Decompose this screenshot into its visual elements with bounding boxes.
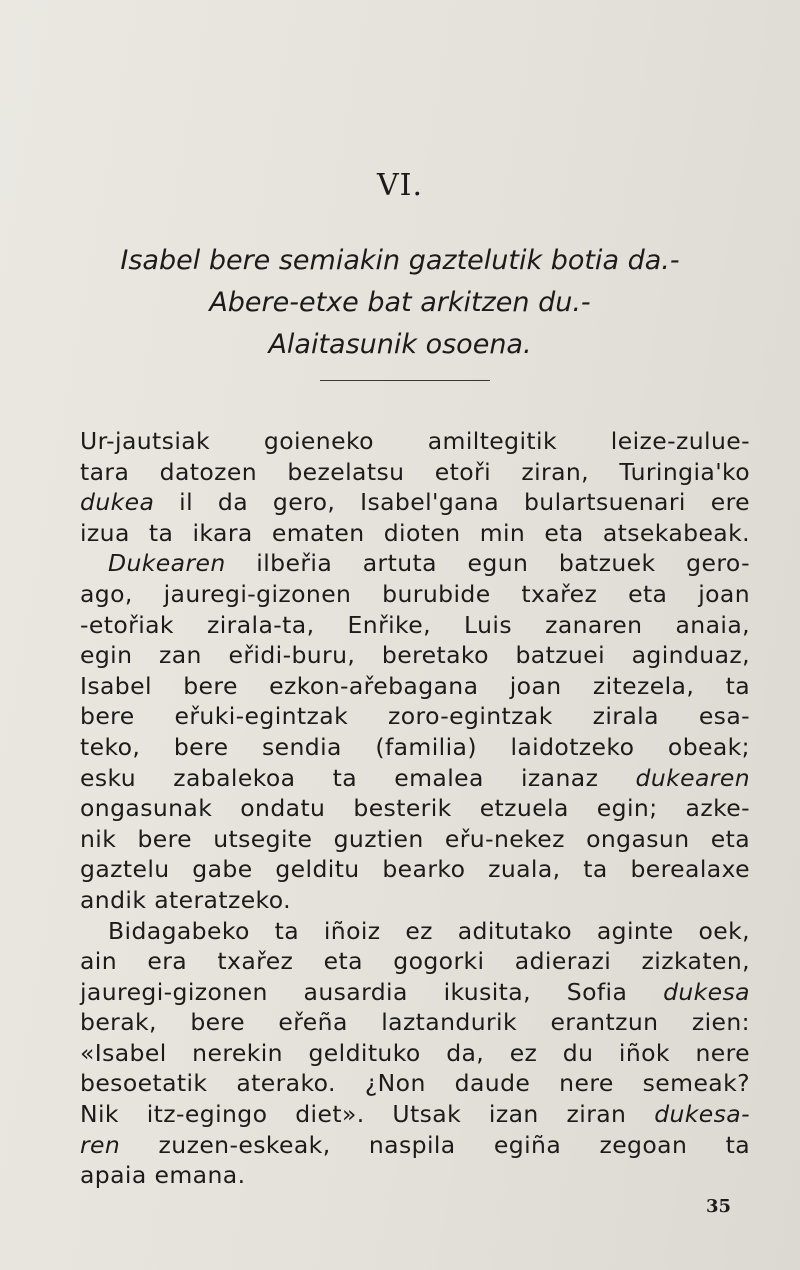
italic-word: ren: [80, 1130, 121, 1159]
summary-line: Alaitasunik osoena.: [268, 329, 532, 360]
text-line: Bidagabeko ta iñoiz ez aditutako aginte oek,: [108, 916, 750, 945]
text-line: [80, 1099, 750, 1130]
text-run: Nik itz-egingo diet». Utsak izan ziran: [80, 1100, 655, 1129]
text-line: izua ta ikara ematen dioten min eta atsekabeak.: [80, 518, 750, 547]
text-line: besoetatik aterako. ¿Non daude nere semeak?: [80, 1069, 750, 1098]
text-line: ain era txařez eta gogorki adierazi zizkaten,: [80, 947, 750, 976]
text-line: [80, 487, 750, 518]
text-run: zuzen-eskeak, naspila egiña zegoan ta: [120, 1130, 750, 1159]
text-line: «Isabel nerekin geldituko da, ez du iñok nere: [80, 1038, 750, 1067]
text-line: -etořiak zirala-ta, Enřike, Luis zanaren anaia,: [80, 610, 750, 639]
page-number: 35: [706, 1196, 732, 1217]
text-line: [80, 977, 750, 1008]
text-line: egin zan eřidi-buru, beretako batzuei aginduaz,: [80, 641, 750, 670]
text-line: apaia emana.: [80, 1161, 246, 1190]
text-run: il da gero, Isabel'gana bulartsuenari ere: [154, 488, 750, 517]
text-line: ago, jauregi-gizonen burubide txařez eta joan: [80, 579, 750, 608]
chapter-summary: [0, 240, 800, 366]
text-run: ilbeřia artuta egun batzuek gero-: [225, 549, 750, 578]
italic-word: dukesa: [663, 977, 750, 1006]
body-text: [80, 426, 750, 1191]
italic-word: Dukearen: [108, 549, 226, 578]
chapter-number: VI.: [376, 168, 424, 203]
separator-rule: [320, 380, 490, 381]
text-line: [80, 763, 750, 794]
text-line: andik ateratzeko.: [80, 885, 291, 914]
text-line: Isabel bere ezkon-ařebagana joan zitezela, ta: [80, 671, 750, 700]
text-line: gaztelu gabe gelditu bearko zuala, ta berealaxe: [80, 855, 750, 884]
italic-word: dukearen: [635, 763, 750, 792]
italic-word: dukesa-: [654, 1100, 750, 1129]
italic-word: dukea: [80, 488, 155, 517]
summary-line: Isabel bere semiakin gaztelutik botia da.-: [120, 245, 680, 276]
text-line: Ur-jautsiak goieneko amiltegitik leize-zulue-: [80, 427, 750, 455]
text-run: esku zabalekoa ta emalea izanaz: [80, 763, 636, 792]
summary-line: Abere-etxe bat arkitzen du.-: [209, 287, 591, 318]
text-line: ongasunak ondatu besterik etzuela egin; azke-: [80, 794, 750, 823]
text-line: teko, bere sendia (familia) laidotzeko obeak;: [80, 732, 750, 761]
text-run: jauregi-gizonen ausardia ikusita, Sofia: [80, 977, 664, 1006]
text-line: nik bere utsegite guztien eřu-nekez ongasun eta: [80, 824, 750, 853]
text-line: tara datozen bezelatsu etoři ziran, Turingia'ko: [80, 457, 750, 486]
text-line: bere eřuki-egintzak zoro-egintzak zirala esa-: [80, 702, 750, 731]
text-line: [80, 548, 750, 579]
text-line: berak, bere eřeña laztandurik erantzun zien:: [80, 1008, 750, 1037]
text-line: [80, 1130, 750, 1161]
